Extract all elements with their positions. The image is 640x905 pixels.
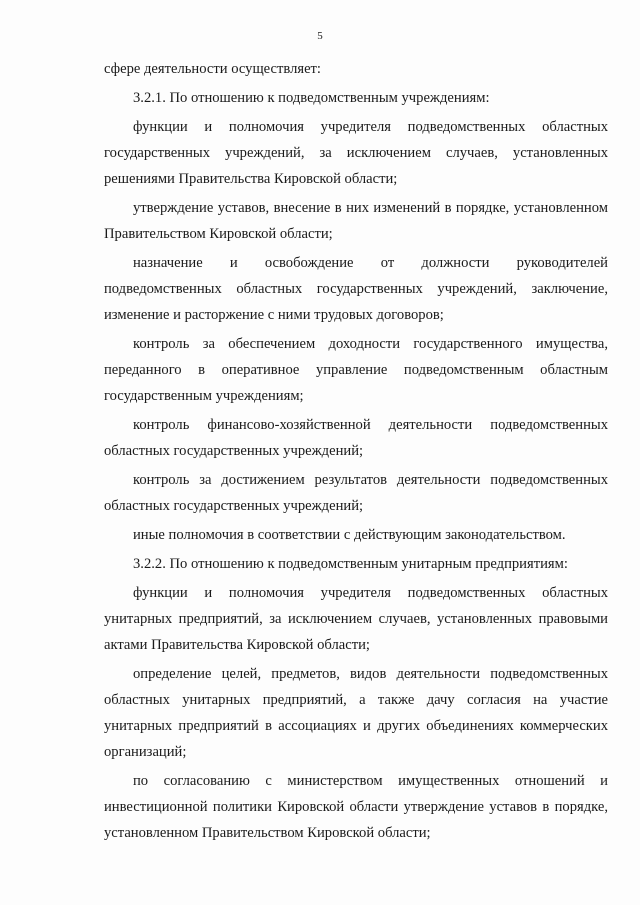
page-number: 5 <box>317 30 323 42</box>
paragraph-clause-3-2-2: 3.2.2. По отношению к подведомственным унитарным предприятиям: <box>133 556 568 572</box>
paragraph-goals-definition: определение целей, предметов, видов деятельности подведомственных областных унитарных предприятий, а также дачу согласия на участие унитарных предприятий в ассоциациях и других объединениях коммерческих организаций; <box>104 666 608 760</box>
paragraph-appointment-heads: назначение и освобождение от должности руководителей подведомственных областных государственных учреждений, заключение, изменение и расторжение с ними трудовых договоров; <box>104 255 608 323</box>
paragraph-founder-functions-institutions: функции и полномочия учредителя подведомственных областных государственных учреждений, за исключением случаев, установленных решениями Правительства Кировской области; <box>104 119 608 187</box>
paragraph-founder-functions-enterprises: функции и полномочия учредителя подведомственных областных унитарных предприятий, за исключением случаев, установленных правовыми актами Правительства Кировской области; <box>104 585 608 653</box>
document-body <box>104 56 608 849</box>
paragraph-results-control: контроль за достижением результатов деятельности подведомственных областных государственных учреждений; <box>104 472 608 514</box>
paragraph-clause-3-2-1: 3.2.1. По отношению к подведомственным учреждениям: <box>133 90 490 106</box>
paragraph-profitability-control: контроль за обеспечением доходности государственного имущества, переданного в оперативное управление подведомственным областным государственным учреждениям; <box>104 336 608 404</box>
paragraph-charter-coordination: по согласованию с министерством имущественных отношений и инвестиционной политики Кировской области утверждение уставов в порядке, установленном Правительством Кировской области; <box>104 773 608 841</box>
paragraph-intro: сфере деятельности осуществляет: <box>104 61 321 77</box>
paragraph-other-powers: иные полномочия в соответствии с действующим законодательством. <box>133 527 566 543</box>
paragraph-financial-control: контроль финансово-хозяйственной деятельности подведомственных областных государственных учреждений; <box>104 417 608 459</box>
paragraph-charter-approval: утверждение уставов, внесение в них изменений в порядке, установленном Правительством Кировской области; <box>104 200 608 242</box>
